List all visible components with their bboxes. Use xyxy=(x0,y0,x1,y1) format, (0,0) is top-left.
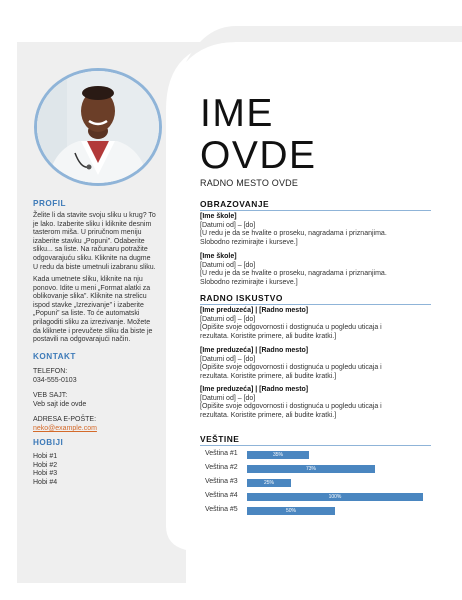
contact-section xyxy=(33,353,168,362)
list-item: Hobi #2 xyxy=(33,461,58,469)
profile-photo xyxy=(34,68,162,186)
skill-label: Veština #1 xyxy=(205,450,238,457)
profile-text-1: Želite li da stavite svoju sliku u krug? To je lako. Izaberite sliku i kliknite desnim tasterom miša. U priručnom meniju izaberite stavku „Popuni”. Odaberite sliku... sa liste. Na računaru potražite odgovarajuću sliku. Kliknite na dugme U redu da biste umetnuli izabranu sliku. xyxy=(33,212,156,271)
profile-text-2: Kada umetnete sliku, kliknite na nju ponovo. Idite u meni „Format alatki za oblikovanje slika”. Kliknite na strelicu ispod stavke „Izrezivanje” i izaberite „Popuni” sa liste. To će automatski prilagoditi sliku za izrezivanje. Možete da kliknete i prevučete sliku da biste je postavili na odgovarajući način. xyxy=(33,276,153,344)
list-item: Hobi #4 xyxy=(33,478,58,486)
website-value: Veb sajt ide ovde xyxy=(33,400,87,408)
skill-label: Veština #4 xyxy=(205,492,238,499)
education-entry: [Ime škole] [Datumi od] – [do] [U redu je da se hvalite o proseku, nagradama i priznanjima. Slobodno rezimirajte i kurseve.] xyxy=(200,213,387,246)
contact-details xyxy=(33,368,168,434)
skills-heading: VEŠTINE xyxy=(200,434,431,446)
education-entry: [Ime škole] [Datumi od] – [do] [U redu je da se hvalite o proseku, nagradama i priznanjima. Slobodno rezimirajte i kurseve.] xyxy=(200,253,387,286)
contact-heading: KONTAKT xyxy=(33,352,76,361)
hobbies-heading: HOBIJI xyxy=(33,438,64,447)
experience-entry: [Ime preduzeća] | [Radno mesto] [Datumi od] – [do] [Opišite svoje odgovornosti i dostignuća u pogledu uticaja i rezultata. Koristite primere, ali budite kratki.] xyxy=(200,386,382,419)
email-link[interactable]: neko@example.com xyxy=(33,424,97,432)
name-heading: IME OVDE xyxy=(200,92,317,177)
skill-label: Veština #2 xyxy=(205,464,238,471)
hobbies-section xyxy=(33,439,168,448)
list-item: Hobi #3 xyxy=(33,470,58,478)
phone-label: TELEFON: xyxy=(33,368,68,375)
skill-bar: 73% xyxy=(247,465,375,473)
experience-entry: [Ime preduzeća] | [Radno mesto] [Datumi od] – [do] [Opišite svoje odgovornosti i dostignuća u pogledu uticaja i rezultata. Koristite primere, ali budite kratki.] xyxy=(200,307,382,340)
profile-section xyxy=(33,200,168,209)
skill-bar: 35% xyxy=(247,451,309,459)
skill-bar: 50% xyxy=(247,507,335,515)
skill-label: Veština #3 xyxy=(205,478,238,485)
skill-label: Veština #5 xyxy=(205,506,238,513)
hobbies-list xyxy=(33,453,168,487)
list-item: Hobi #1 xyxy=(33,453,58,460)
experience-heading: RADNO ISKUSTVO xyxy=(200,293,431,305)
skill-bar: 25% xyxy=(247,479,291,487)
experience-entry: [Ime preduzeća] | [Radno mesto] [Datumi od] – [do] [Opišite svoje odgovornosti i dostignuća u pogledu uticaja i rezultata. Koristite primere, ali budite kratki.] xyxy=(200,347,382,380)
email-label: ADRESA E-POŠTE: xyxy=(33,416,97,424)
website-label: VEB SAJT: xyxy=(33,392,68,400)
phone-value: 034-555-0103 xyxy=(33,376,77,384)
skill-bar: 100% xyxy=(247,493,423,501)
education-heading: OBRAZOVANJE xyxy=(200,199,431,211)
job-title: RADNO MESTO OVDE xyxy=(200,178,299,188)
profile-heading: PROFIL xyxy=(33,199,67,208)
